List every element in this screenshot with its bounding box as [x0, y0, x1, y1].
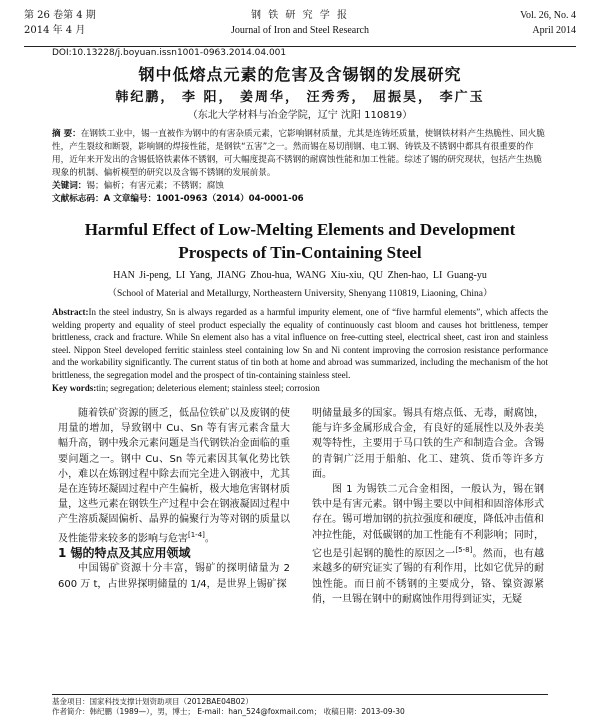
issue-info-en: [520, 8, 576, 38]
citation[interactable]: [5-8]: [455, 545, 473, 554]
body-paragraph: [312, 482, 544, 607]
paper-title-cn: 钢中低熔点元素的危害及含锡钢的发展研究: [138, 65, 462, 84]
abstract-cn-text: 在钢铁工业中，锡一直被作为钢中的有害杂质元素，它影响钢材质量，尤其是连铸坯质量，使钢铁材料产生热脆性、回火脆性，产生裂纹和断裂，影响钢的焊接性能，是钢铁“五害”之一。然而锡在易切削钢、电工钢、铸铁及不锈钢中都具有很重要的作用，近年来开发出的含锡低铬铁素体不锈钢，可大幅度提高不锈钢的耐腐蚀性能和加工性能。综述了锡的研究现状，包括产生热脆现象的机制、偏析模型的研究以及含锡不锈钢的发展前景。: [52, 129, 545, 178]
keywords-cn: [52, 180, 548, 193]
abstract-cn-body: [52, 128, 548, 180]
paper-title-en-line2: Prospects of Tin-Containing Steel: [178, 243, 422, 262]
journal-name-cn: 钢 铁 研 究 学 报: [251, 10, 349, 21]
paper-title-en: [0, 218, 600, 264]
affiliation-cn: （东北大学材料与冶金学院，辽宁 沈阳 110819）: [187, 110, 413, 121]
body-text: 随着铁矿资源的匮乏，低品位铁矿以及废钢的使用量的增加，导致钢中 Cu、Sn 等有害元素含量大幅升高，钢中残余元素问题是当代钢铁冶金面临的重要问题之一。钢中 Cu、Sn 等元素因其氧化势比铁小，难以在炼钢过程中除去而完全进入钢液中，尤其是在连铸坯凝固过程中产生偏析，极大地危害钢材质量，这些元素在钢铁生产过程中会在钢液凝固过程中产生溶质凝固偏析、晶界的偏聚行为等对钢的质量以及性能带来较多的影响与危害: [58, 408, 290, 544]
abstract-cn: [52, 128, 548, 206]
body-column-right: [312, 406, 544, 607]
classification-cn: 文献标志码：A 文章编号：1001-0963（2014）04-0001-06: [52, 194, 304, 204]
abstract-en: [52, 306, 548, 394]
body-paragraph: [58, 406, 290, 546]
issue-date-en: April 2014: [532, 25, 576, 36]
keywords-en-label: Key words:: [52, 382, 97, 393]
keywords-en-text: tin; segregation; deleterious element; stainless steel; corrosion: [96, 382, 320, 393]
keywords-cn-label: 关键词：: [52, 181, 87, 191]
body-text: 图 1 为锡铁二元合金相图，一般认为，锡在钢铁中是有害元素。钢中锡主要以中间相和固溶体形式存在。锡可增加钢的抗拉强度和硬度，降低冲击值和冲拉性能，对低碳钢的加工性能有不利影响；同时，它也是引起钢的脆性的原因之一: [312, 484, 544, 560]
authors-cn: 韩纪鹏， 李 阳， 姜周华， 汪秀秀， 屈振昊， 李广玉: [115, 90, 485, 105]
abstract-en-label: Abstract:: [52, 307, 89, 317]
body-paragraph: 明储量最多的国家。锡具有熔点低、无毒，耐腐蚀，能与许多金属形成合金，有良好的延展性以及外表美观等特性，主要用于马口铁的生产和制造合金。含锡的青铜广泛用于船舶、化工、建筑、货币等许多方面。: [312, 408, 544, 480]
section-heading-1: 1 锡的特点及其应用领域: [58, 546, 191, 561]
body-column-left: [58, 406, 290, 592]
volume-issue-en: Vol. 26, No. 4: [520, 10, 576, 21]
body-paragraph: 中国锡矿资源十分丰富，锡矿的探明储量为 2 600 万 t，占世界探明储量的 1/4，是世界上锡矿探: [58, 563, 290, 590]
body-text: 。: [204, 532, 215, 544]
authors-en: HAN Ji-peng, LI Yang, JIANG Zhou-hua, WANG Xiu-xiu, QU Zhen-hao, LI Guang-yu: [113, 270, 487, 281]
issue-date: 2014 年 4 月: [24, 25, 86, 36]
abstract-cn-label: 摘 要：: [52, 129, 81, 139]
volume-issue: 第 26 卷第 4 期: [24, 10, 96, 21]
abstract-en-text: In the steel industry, Sn is always regarded as a harmful impurity element, one of “five harmful elements”, which affects the welding property and equality of steel product especially the equality of continuously cast bloom and causes hot brittleness, temper brittleness, crack and fracture. While Sn element also has a vital influence on free-cutting steel, electrical sheet, cast iron and stainless steel. Nippon Steel developed ferritic stainless steel containing low Sn and Ni content improving the corrosion resistance performance and the workability significantly. The current status of tin both at home and abroad was summarized, including the mechanism of the hot brittleness, the segregation model and the prospect of tin-containing stainless steel.: [52, 307, 548, 380]
keywords-cn-text: 锡；偏析；有害元素；不锈钢；腐蚀: [86, 181, 224, 191]
doi[interactable]: DOI:10.13228/j.boyuan.issn1001-0963.2014.04.001: [52, 48, 287, 58]
footnotes: [52, 694, 548, 717]
funding-note: 基金项目：国家科技支撑计划资助项目（2012BAE04B02）: [52, 697, 253, 706]
author-note: 作者简介：韩纪鹏（1989—），男，博士； E-mail：han_524@foxmail.com； 收稿日期：2013-09-30: [52, 707, 405, 716]
affiliation-en: （School of Material and Metallurgy, Northeastern University, Shenyang 110819, Liaoning, China）: [107, 289, 493, 299]
citation[interactable]: [1-4]: [188, 530, 205, 539]
keywords-en: [52, 382, 548, 395]
paper-title-en-line1: Harmful Effect of Low-Melting Elements and Development: [84, 220, 516, 239]
journal-header: [24, 8, 576, 47]
journal-name: [24, 8, 576, 38]
journal-name-en: Journal of Iron and Steel Research: [230, 25, 369, 36]
body-text: 。然而，也有越来越多的研究证实了锡的有利作用，比如它优异的耐蚀性能。而日前不锈钢的主要成分，铬、镍资源紧俏，一旦锡在钢中的耐腐蚀作用得到证实，无疑: [312, 548, 545, 605]
abstract-en-body: [52, 306, 548, 382]
